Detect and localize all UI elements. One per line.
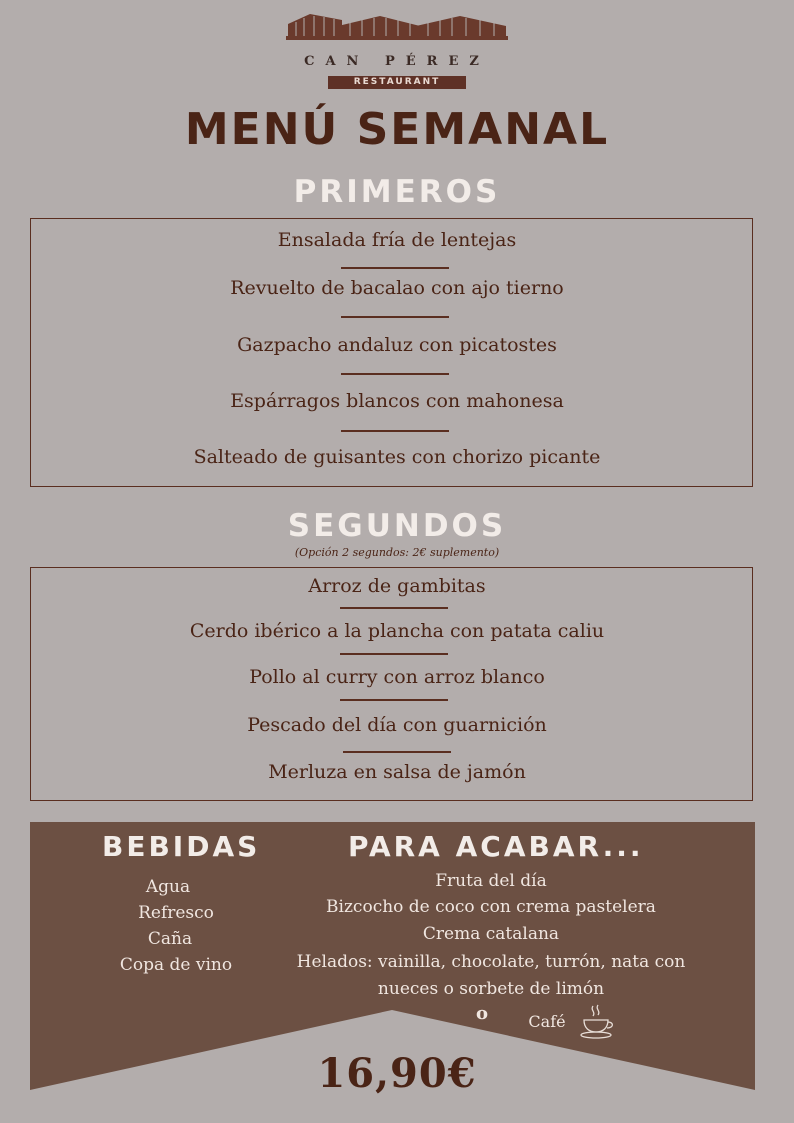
bebidas-item: Refresco <box>138 903 214 923</box>
postres-item: Crema catalana <box>422 924 560 944</box>
primeros-item: Espárragos blancos con mahonesa <box>230 390 564 412</box>
page-title: MENÚ SEMANAL <box>184 104 610 155</box>
logo-name: CAN PÉREZ <box>304 54 490 69</box>
primeros-heading: PRIMEROS <box>293 174 501 210</box>
primeros-item: Revuelto de bacalao con ajo tierno <box>230 277 564 299</box>
segundos-item: Arroz de gambitas <box>308 575 486 597</box>
segundos-item: Pescado del día con guarnición <box>247 714 547 736</box>
coffee-label: Café <box>528 1012 566 1031</box>
segundos-item: Pollo al curry con arroz blanco <box>249 666 545 688</box>
segundos-item: Cerdo ibérico a la plancha con patata caliu <box>189 620 605 642</box>
divider <box>340 607 448 609</box>
bebidas-heading: BEBIDAS <box>102 830 261 863</box>
postres-heading: PARA ACABAR... <box>348 830 644 863</box>
restaurant-logo <box>280 10 514 86</box>
bebidas-item: Copa de vino <box>119 955 233 975</box>
logo-banner: RESTAURANT <box>328 76 466 89</box>
divider <box>341 430 449 432</box>
divider <box>340 653 448 655</box>
divider <box>343 751 451 753</box>
divider <box>341 267 449 269</box>
postres-item: Fruta del día <box>435 871 547 891</box>
bebidas-item: Caña <box>147 929 193 949</box>
divider <box>341 373 449 375</box>
or-label: o <box>475 1003 488 1024</box>
postres-item: Bizcocho de coco con crema pastelera <box>326 897 656 917</box>
divider <box>341 316 449 318</box>
primeros-item: Gazpacho andaluz con picatostes <box>237 334 557 356</box>
segundos-heading: SEGUNDOS <box>287 508 507 544</box>
divider <box>340 699 448 701</box>
segundos-item: Merluza en salsa de jamón <box>268 761 526 783</box>
menu-price: 16,90€ <box>317 1050 477 1097</box>
bebidas-item: Agua <box>145 877 191 897</box>
primeros-item: Salteado de guisantes con chorizo picante <box>193 446 601 468</box>
segundos-note: (Opción 2 segundos: 2€ suplemento) <box>294 546 500 559</box>
postres-item: Helados: vainilla, chocolate, turrón, nata con <box>296 952 686 972</box>
roof-icon <box>280 10 514 50</box>
coffee-cup-icon <box>578 1002 616 1040</box>
postres-item: nueces o sorbete de limón <box>377 979 605 999</box>
primeros-item: Ensalada fría de lentejas <box>277 229 517 251</box>
